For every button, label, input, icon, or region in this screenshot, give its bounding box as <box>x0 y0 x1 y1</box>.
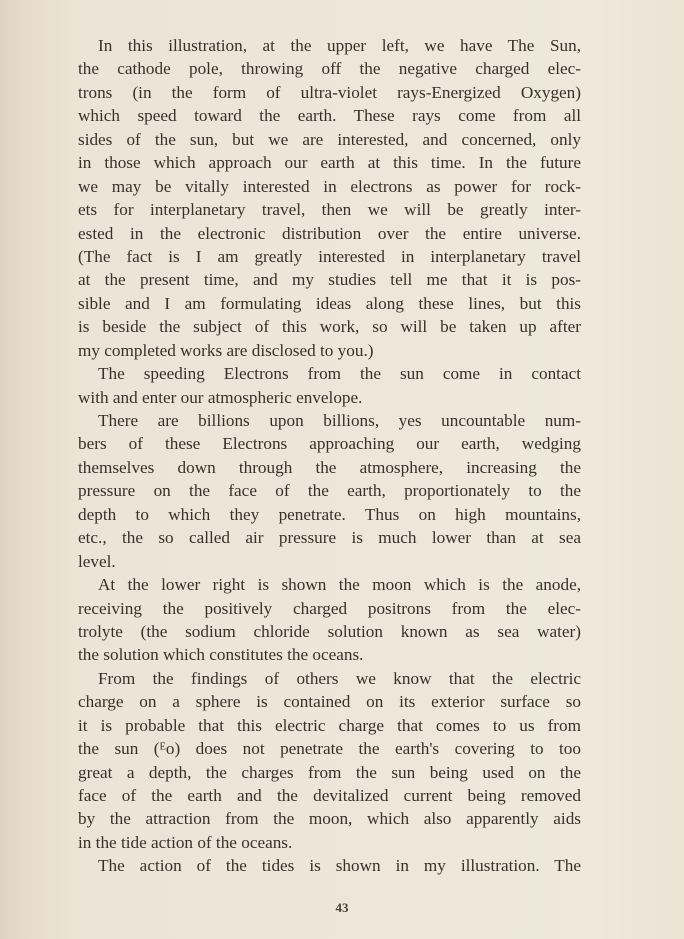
text-line: trons (in the form of ultra-violet rays-Energized Oxygen) <box>78 82 581 102</box>
text-line: pressure on the face of the earth, proportionately to the <box>78 481 581 501</box>
text-line: depth to which they penetrate. Thus on high mountains, <box>78 504 581 524</box>
text-line: ets for interplanetary travel, then we will be greatly inter- <box>78 200 581 220</box>
text-line: the sun (ᴱo) does not penetrate the earth's covering to too <box>78 739 581 759</box>
text-line: charge on a sphere is contained on its exterior surface so <box>78 692 581 712</box>
text-line: The speeding Electrons from the sun come in contact <box>98 364 581 384</box>
text-line: it is probable that this electric charge that comes to us from <box>78 715 581 735</box>
text-line: level. <box>78 551 116 571</box>
text-line: There are billions upon billions, yes uncountable num- <box>98 411 581 430</box>
text-line: in the tide action of the oceans. <box>78 832 293 852</box>
body-text <box>78 34 581 878</box>
text-line: etc., the so called air pressure is much lower than at sea <box>78 528 581 548</box>
text-line: great a depth, the charges from the sun being used on the <box>78 762 581 782</box>
text-line: (The fact is I am greatly interested in interplanetary travel <box>78 246 581 266</box>
text-line: trolyte (the sodium chloride solution known as sea water) <box>78 621 581 641</box>
text-line: is beside the subject of this work, so will be taken up after <box>78 317 581 337</box>
text-line: themselves down through the atmosphere, increasing the <box>78 457 581 477</box>
text-line: the cathode pole, throwing off the negative charged elec- <box>78 59 581 79</box>
text-line: sides of the sun, but we are interested, and concerned, only <box>78 129 581 149</box>
text-line: by the attraction from the moon, which also apparently aids <box>78 809 581 829</box>
text-line: at the present time, and my studies tell me that it is pos- <box>78 270 581 290</box>
text-line: In this illustration, at the upper left, we have The Sun, <box>98 36 581 55</box>
text-line: At the lower right is shown the moon which is the anode, <box>98 575 581 595</box>
text-line: bers of these Electrons approaching our earth, wedging <box>78 434 581 454</box>
text-line: with and enter our atmospheric envelope. <box>78 387 363 407</box>
text-line: From the findings of others we know that the electric <box>98 668 581 688</box>
text-line: The action of the tides is shown in my illustration. The <box>98 856 581 876</box>
text-line: receiving the positively charged positrons from the elec- <box>78 598 581 618</box>
text-line: ested in the electronic distribution over the entire universe. <box>78 223 581 243</box>
text-line: the solution which constitutes the oceans. <box>78 645 364 665</box>
text-line: in those which approach our earth at this time. In the future <box>78 153 581 173</box>
text-line: sible and I am formulating ideas along these lines, but this <box>78 293 581 313</box>
text-line: which speed toward the earth. These rays come from all <box>78 106 581 126</box>
text-line: my completed works are disclosed to you.) <box>78 340 374 360</box>
page-number: 43 <box>335 900 349 915</box>
text-line: face of the earth and the devitalized current being removed <box>78 786 581 805</box>
text-line: we may be vitally interested in electrons as power for rock- <box>78 176 581 196</box>
